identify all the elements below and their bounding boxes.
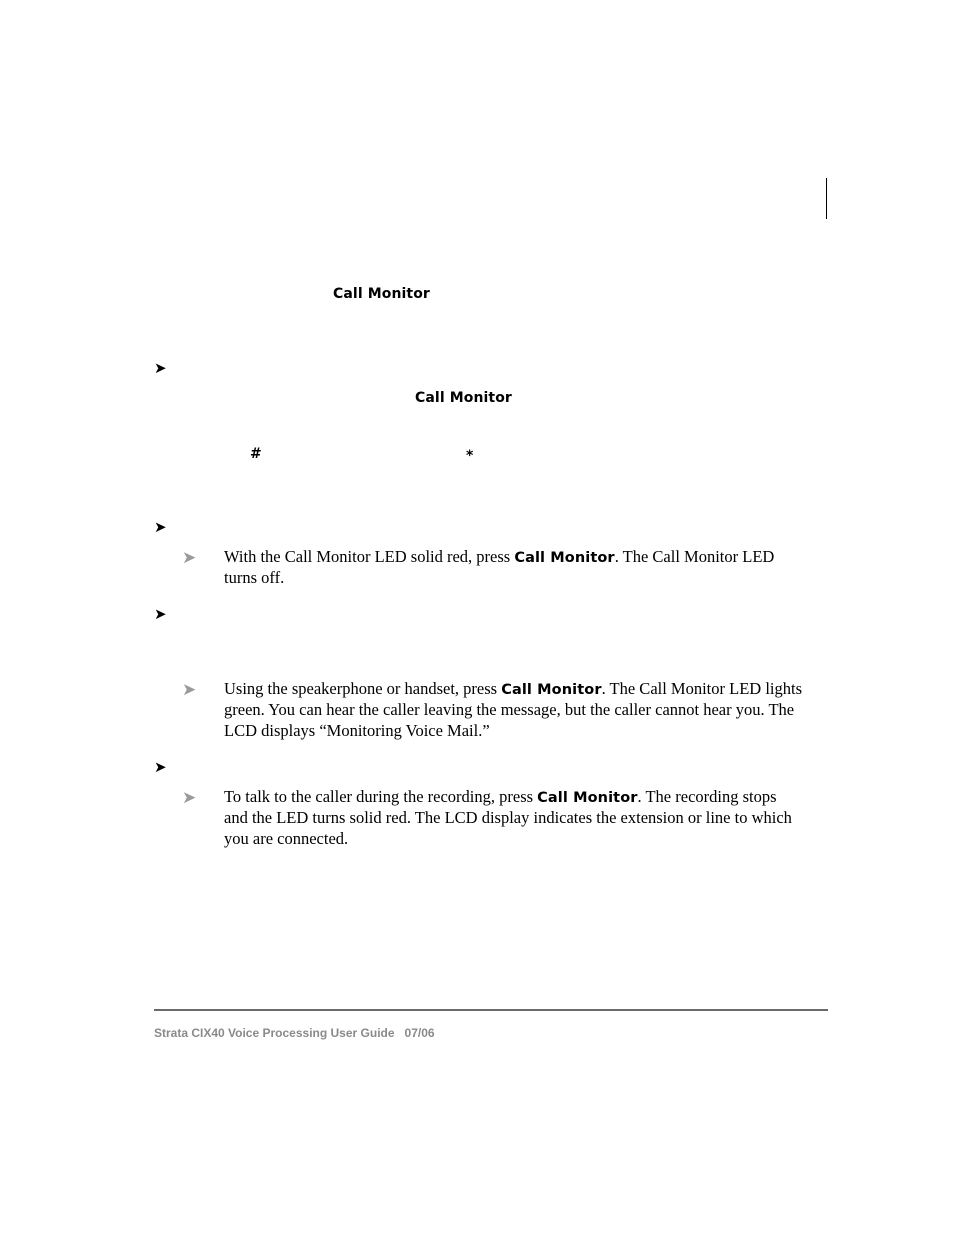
call-monitor-key-label: Call Monitor — [415, 390, 512, 406]
step-text: With the Call Monitor LED solid red, press Call Monitor. The Call Monitor LED turns off. — [224, 547, 775, 588]
step-arrow-icon: ➤ — [154, 361, 167, 377]
substep-arrow-icon: ➤ — [182, 680, 197, 699]
step-arrow-icon: ➤ — [154, 607, 167, 623]
substep-arrow-icon: ➤ — [182, 788, 197, 807]
call-monitor-key-label: Call Monitor — [501, 682, 602, 698]
change-bar — [826, 178, 827, 219]
call-monitor-key-label: Call Monitor — [333, 286, 430, 302]
page-footer — [154, 1026, 435, 1040]
call-monitor-key-label: Call Monitor — [514, 550, 615, 566]
step-text: To talk to the caller during the recording, press Call Monitor. The recording stops and the LED turns solid red. The LCD display indicates the extension or line to which you are connected. — [224, 787, 792, 848]
pound-key-label: # — [250, 446, 262, 462]
footer-date: 07/06 — [404, 1026, 435, 1040]
step-arrow-icon: ➤ — [154, 520, 167, 536]
step-text: Using the speakerphone or handset, press Call Monitor. The Call Monitor LED lights green. You can hear the caller leaving the message, but the caller cannot hear you. The LCD displays “Monitoring Voice Mail.” — [224, 679, 803, 740]
call-monitor-key-label: Call Monitor — [537, 790, 638, 806]
star-key-label: * — [466, 448, 474, 464]
footer-rule — [154, 1009, 828, 1011]
substep-arrow-icon: ➤ — [182, 548, 197, 567]
footer-title: Strata CIX40 Voice Processing User Guide — [154, 1026, 395, 1040]
step-arrow-icon: ➤ — [154, 760, 167, 776]
